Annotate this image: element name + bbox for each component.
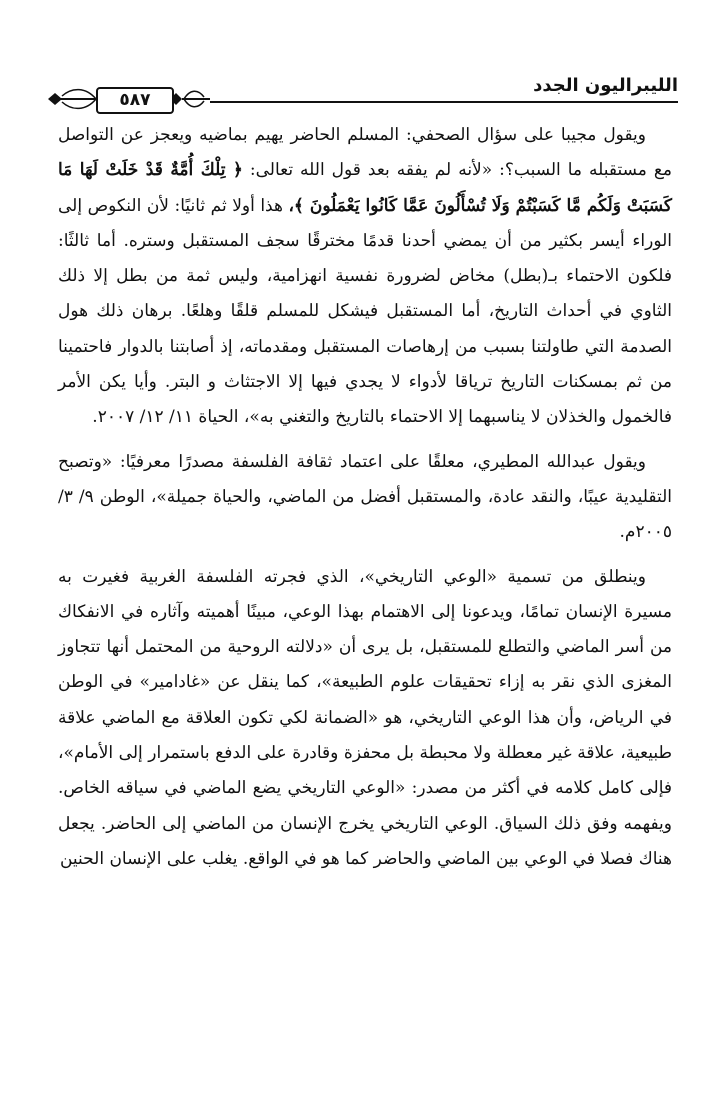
paragraph-1-rest: هذا أولا ثم ثانيًا: لأن النكوص إلى الوراء أيسر بكثير من أن يمضي أحدنا قدمًا مخترقًا سجف المستقبل وستره. أما ثالثًا: فلكون الاحتماء بـ(بطل) مخاض لضرورة نفسية انهزامية، وليس ثمة من بطل إلا ذلك الثاوي في أحداث التاريخ، أما المستقبل فيشكل للمسلم قلقًا وهلعًا. برهان ذلك هول الصدمة التي طاولتنا بسبب من إرهاصات المستقبل ومقدماته، إذ أصابتنا بالدوار فاحتمينا من ثم بمسكنات التاريخ ترياقا لأدواء لا يجدي فيها إلا الاجتثاث و البتر. وأيا يكن الأمر فالخمول والخذلان لا يناسبهما إلا الاحتماء بالتاريخ والتغني به»، الحياة ١١/ ١٢/ ٢٠٠٧. <box>58 195 672 428</box>
ornament-left-icon <box>48 84 98 114</box>
header-rule <box>210 101 678 103</box>
page-header <box>48 74 678 110</box>
body-text <box>58 118 672 877</box>
page-number: ٥٨٧ <box>96 87 174 114</box>
paragraph-3: وينطلق من تسمية «الوعي التاريخي»، الذي فجرته الفلسفة الغربية فغيرت به مسيرة الإنسان تمامًا، ويدعونا إلى الاهتمام بهذا الوعي، مبينًا أهميته وآثاره في الانفكاك من أسر الماضي والتطلع للمستقبل، بل يرى أن «دلالته الروحية من المحتمل أنها تتجاوز المغزى الذي نقر به إزاء تحقيقات علوم الطبيعة»، كما ينقل عن «غادامير» في الوطن في الرياض، وأن هذا الوعي التاريخي، هو «الضمانة لكي تكون العلاقة مع الماضي علاقة طبيعية، علاقة غير معطلة ولا محبطة بل محفزة وقادرة على الدفع باستمرار إلى الأمام»، فإلى كامل كلامه في أكثر من مصدر: «الوعي التاريخي يضع الماضي في سياقه الخاص. ويفهمه وفق ذلك السياق. الوعي التاريخي يخرج الإنسان من الماضي إلى الحاضر. يجعل هناك فصلا في الوعي بين الماضي والحاضر كما هو في الواقع. يغلب على الإنسان الحنين <box>58 566 672 869</box>
ornament-right-icon <box>170 84 210 114</box>
quran-verse: ﴿ تِلْكَ أُمَّةٌ قَدْ خَلَتْ لَهَا مَا كَسَبَتْ وَلَكُم مَّا كَسَبْتُمْ وَلَا تُسْأَلُونَ عَمَّا كَانُوا يَعْمَلُونَ ﴾، <box>58 160 672 216</box>
paragraph-1-intro: ويقول مجيبا على سؤال الصحفي: المسلم الحاضر يهيم بماضيه ويعجز عن التواصل مع مستقبله ما السبب؟: «لأنه لم يفقه بعد قول الله تعالى: <box>58 125 672 181</box>
running-title: الليبراليون الجدد <box>533 75 678 96</box>
paragraph-2: ويقول عبدالله المطيري، معلقًا على اعتماد ثقافة الفلسفة مصدرًا معرفيًا: «وتصبح التقليدية عيبًا، والنقد عادة، والمستقبل أفضل من الماضي، والحياة جميلة»، الوطن ٩/ ٣/ ٢٠٠٥م. <box>58 451 672 543</box>
paragraph-1 <box>58 118 672 436</box>
